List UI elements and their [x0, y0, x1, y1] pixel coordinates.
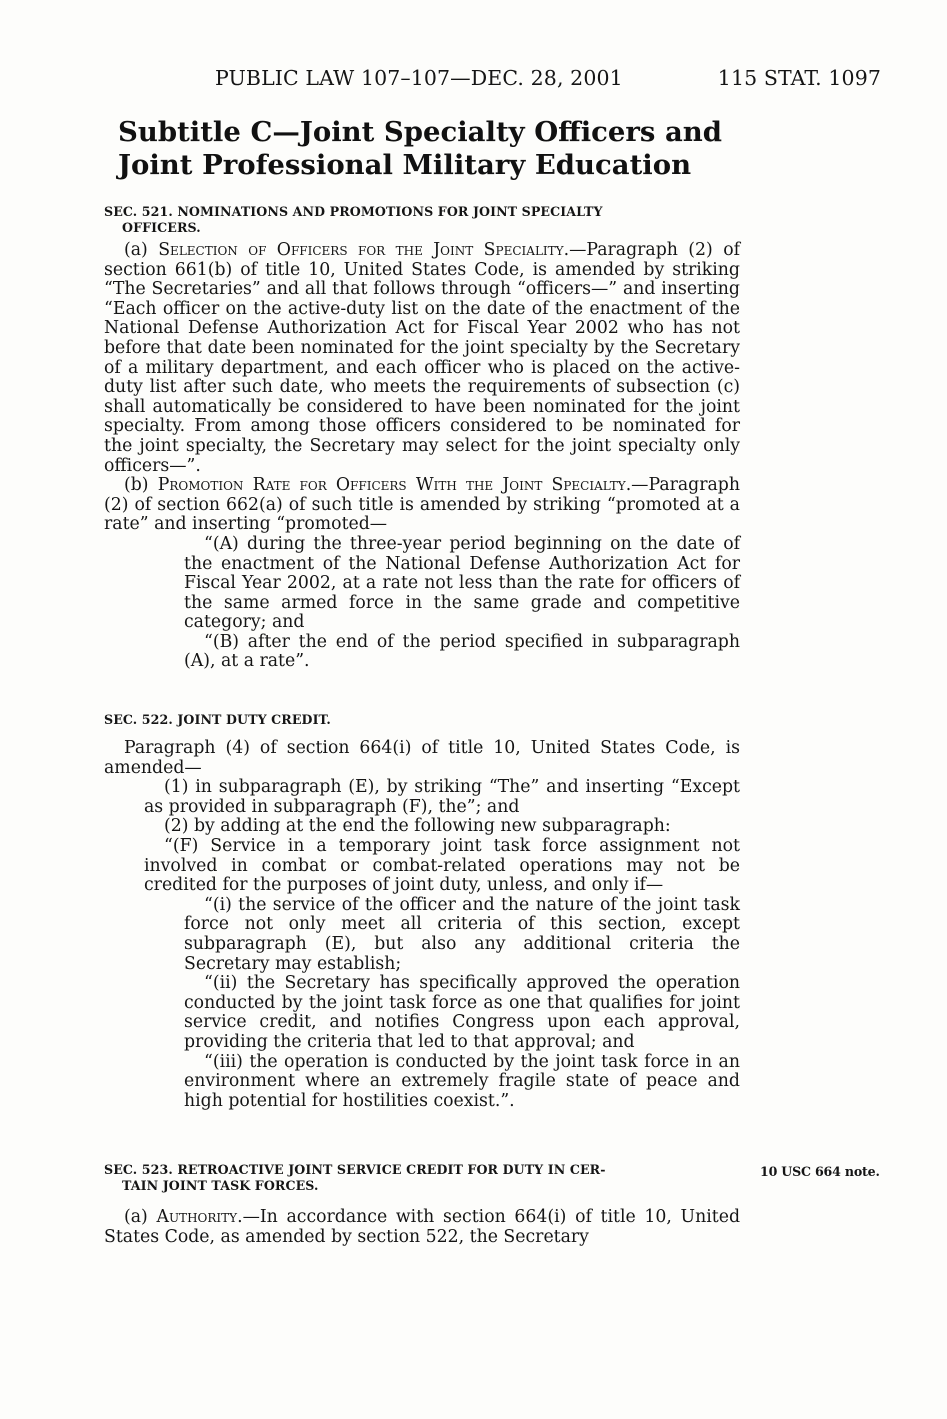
- subsection-b-caption: Promotion Rate for Officers With the Joint Specialty: [157, 475, 626, 496]
- section-523-heading-line-2: TAIN JOINT TASK FORCES.: [122, 1178, 319, 1193]
- section-522-item-1: (1) in subparagraph (E), by striking “The” and inserting “Except as provided in subparagraph (F), the”; and: [144, 777, 740, 817]
- section-523-heading-line-1: SEC. 523. RETROACTIVE JOINT SERVICE CREDIT FOR DUTY IN CER-: [104, 1162, 606, 1177]
- section-523-subsection-a: (a) Authority.—In accordance with section 664(i) of title 10, United States Code, as amended by section 522, the Secretary: [104, 1207, 741, 1247]
- section-523-body: [104, 1208, 740, 1247]
- section-523-heading: [104, 1162, 740, 1194]
- section-521-heading: [104, 204, 740, 236]
- clause-i: “(i) the service of the officer and the nature of the joint task force not only meet all criteria of this section, except subparagraph (E), but also any additional criteria the Secretary may establish;: [184, 894, 740, 974]
- subparagraph-F-clauses: [104, 896, 740, 1112]
- statute-page-number: 115 STAT. 1097: [717, 66, 881, 90]
- subparagraph-B: “(B) after the end of the period specified in subparagraph (A), at a rate”.: [184, 631, 740, 672]
- section-522-items: [104, 778, 740, 896]
- subtitle-line-2: Joint Professional Military Education: [118, 149, 692, 181]
- subtitle-line-1: Subtitle C—Joint Specialty Officers and: [118, 116, 723, 148]
- clause-iii: “(iii) the operation is conducted by the joint task force in an environment where an extremely fragile state of peace and high potential for hostilities coexist.”.: [184, 1051, 740, 1111]
- section-522-intro: Paragraph (4) of section 664(i) of title 10, United States Code, is amended—: [104, 738, 740, 778]
- running-header: [215, 66, 881, 92]
- section-521-subsection-b: (b) Promotion Rate for Officers With the Joint Specialty.—Paragraph (2) of section 662(a) of such title is amended by striking “promoted at a rate” and inserting “promoted—: [104, 475, 740, 535]
- section-521-subsection-a: (a) Selection of Officers for the Joint Speciality.—Paragraph (2) of section 661(b) of title 10, United States Code, is amended by striking “The Secretaries” and all that follows through “officers—” and inserting “Each officer on the active-duty list on the date of the enactment of the National Defense Authorization Act for Fiscal Year 2002 who has not before that date been nominated for the joint specialty by the Secretary of a military department, and each officer who is placed on the active-duty list after such date, who meets the requirements of subsection (c) shall automatically be considered to have been nominated for the joint specialty. From among those officers considered to be nominated for the joint specialty, the Secretary may select for the joint specialty only officers—”.: [104, 240, 741, 476]
- clause-ii: “(ii) the Secretary has specifically approved the operation conducted by the joint task force as one that qualifies for joint service credit, and notifies Congress upon each approval, providing the criteria that led to that approval; and: [184, 973, 740, 1052]
- margin-note-usc-citation: 10 USC 664 note.: [760, 1164, 880, 1179]
- section-522-item-2: (2) by adding at the end the following new subparagraph:: [164, 816, 671, 837]
- section-522-heading: SEC. 522. JOINT DUTY CREDIT.: [104, 712, 331, 727]
- subparagraph-F: “(F) Service in a temporary joint task force assignment not involved in combat or combat-related operations may not be credited for the purposes of joint duty, unless, and only if—: [144, 835, 740, 896]
- subtitle-heading: [118, 116, 758, 182]
- subsection-a-caption: Selection of Officers for the Joint Speciality: [158, 240, 564, 260]
- section-521-body: [104, 241, 740, 672]
- subparagraph-A: “(A) during the three-year period beginning on the date of the enactment of the National Defense Authorization Act for Fiscal Year 2002, at a rate not less than the rate for officers of the same armed force in the same grade and competitive category; and: [184, 533, 740, 633]
- section-521-heading-line-1: SEC. 521. NOMINATIONS AND PROMOTIONS FOR JOINT SPECIALTY: [104, 204, 603, 219]
- section-522-body: [104, 739, 740, 1111]
- section-521-heading-line-2: OFFICERS.: [122, 220, 201, 235]
- subsection-b-quoted-text: [104, 535, 740, 672]
- public-law-citation: PUBLIC LAW 107–107—DEC. 28, 2001: [215, 66, 623, 90]
- subsection-a-caption-authority: Authority: [156, 1207, 238, 1227]
